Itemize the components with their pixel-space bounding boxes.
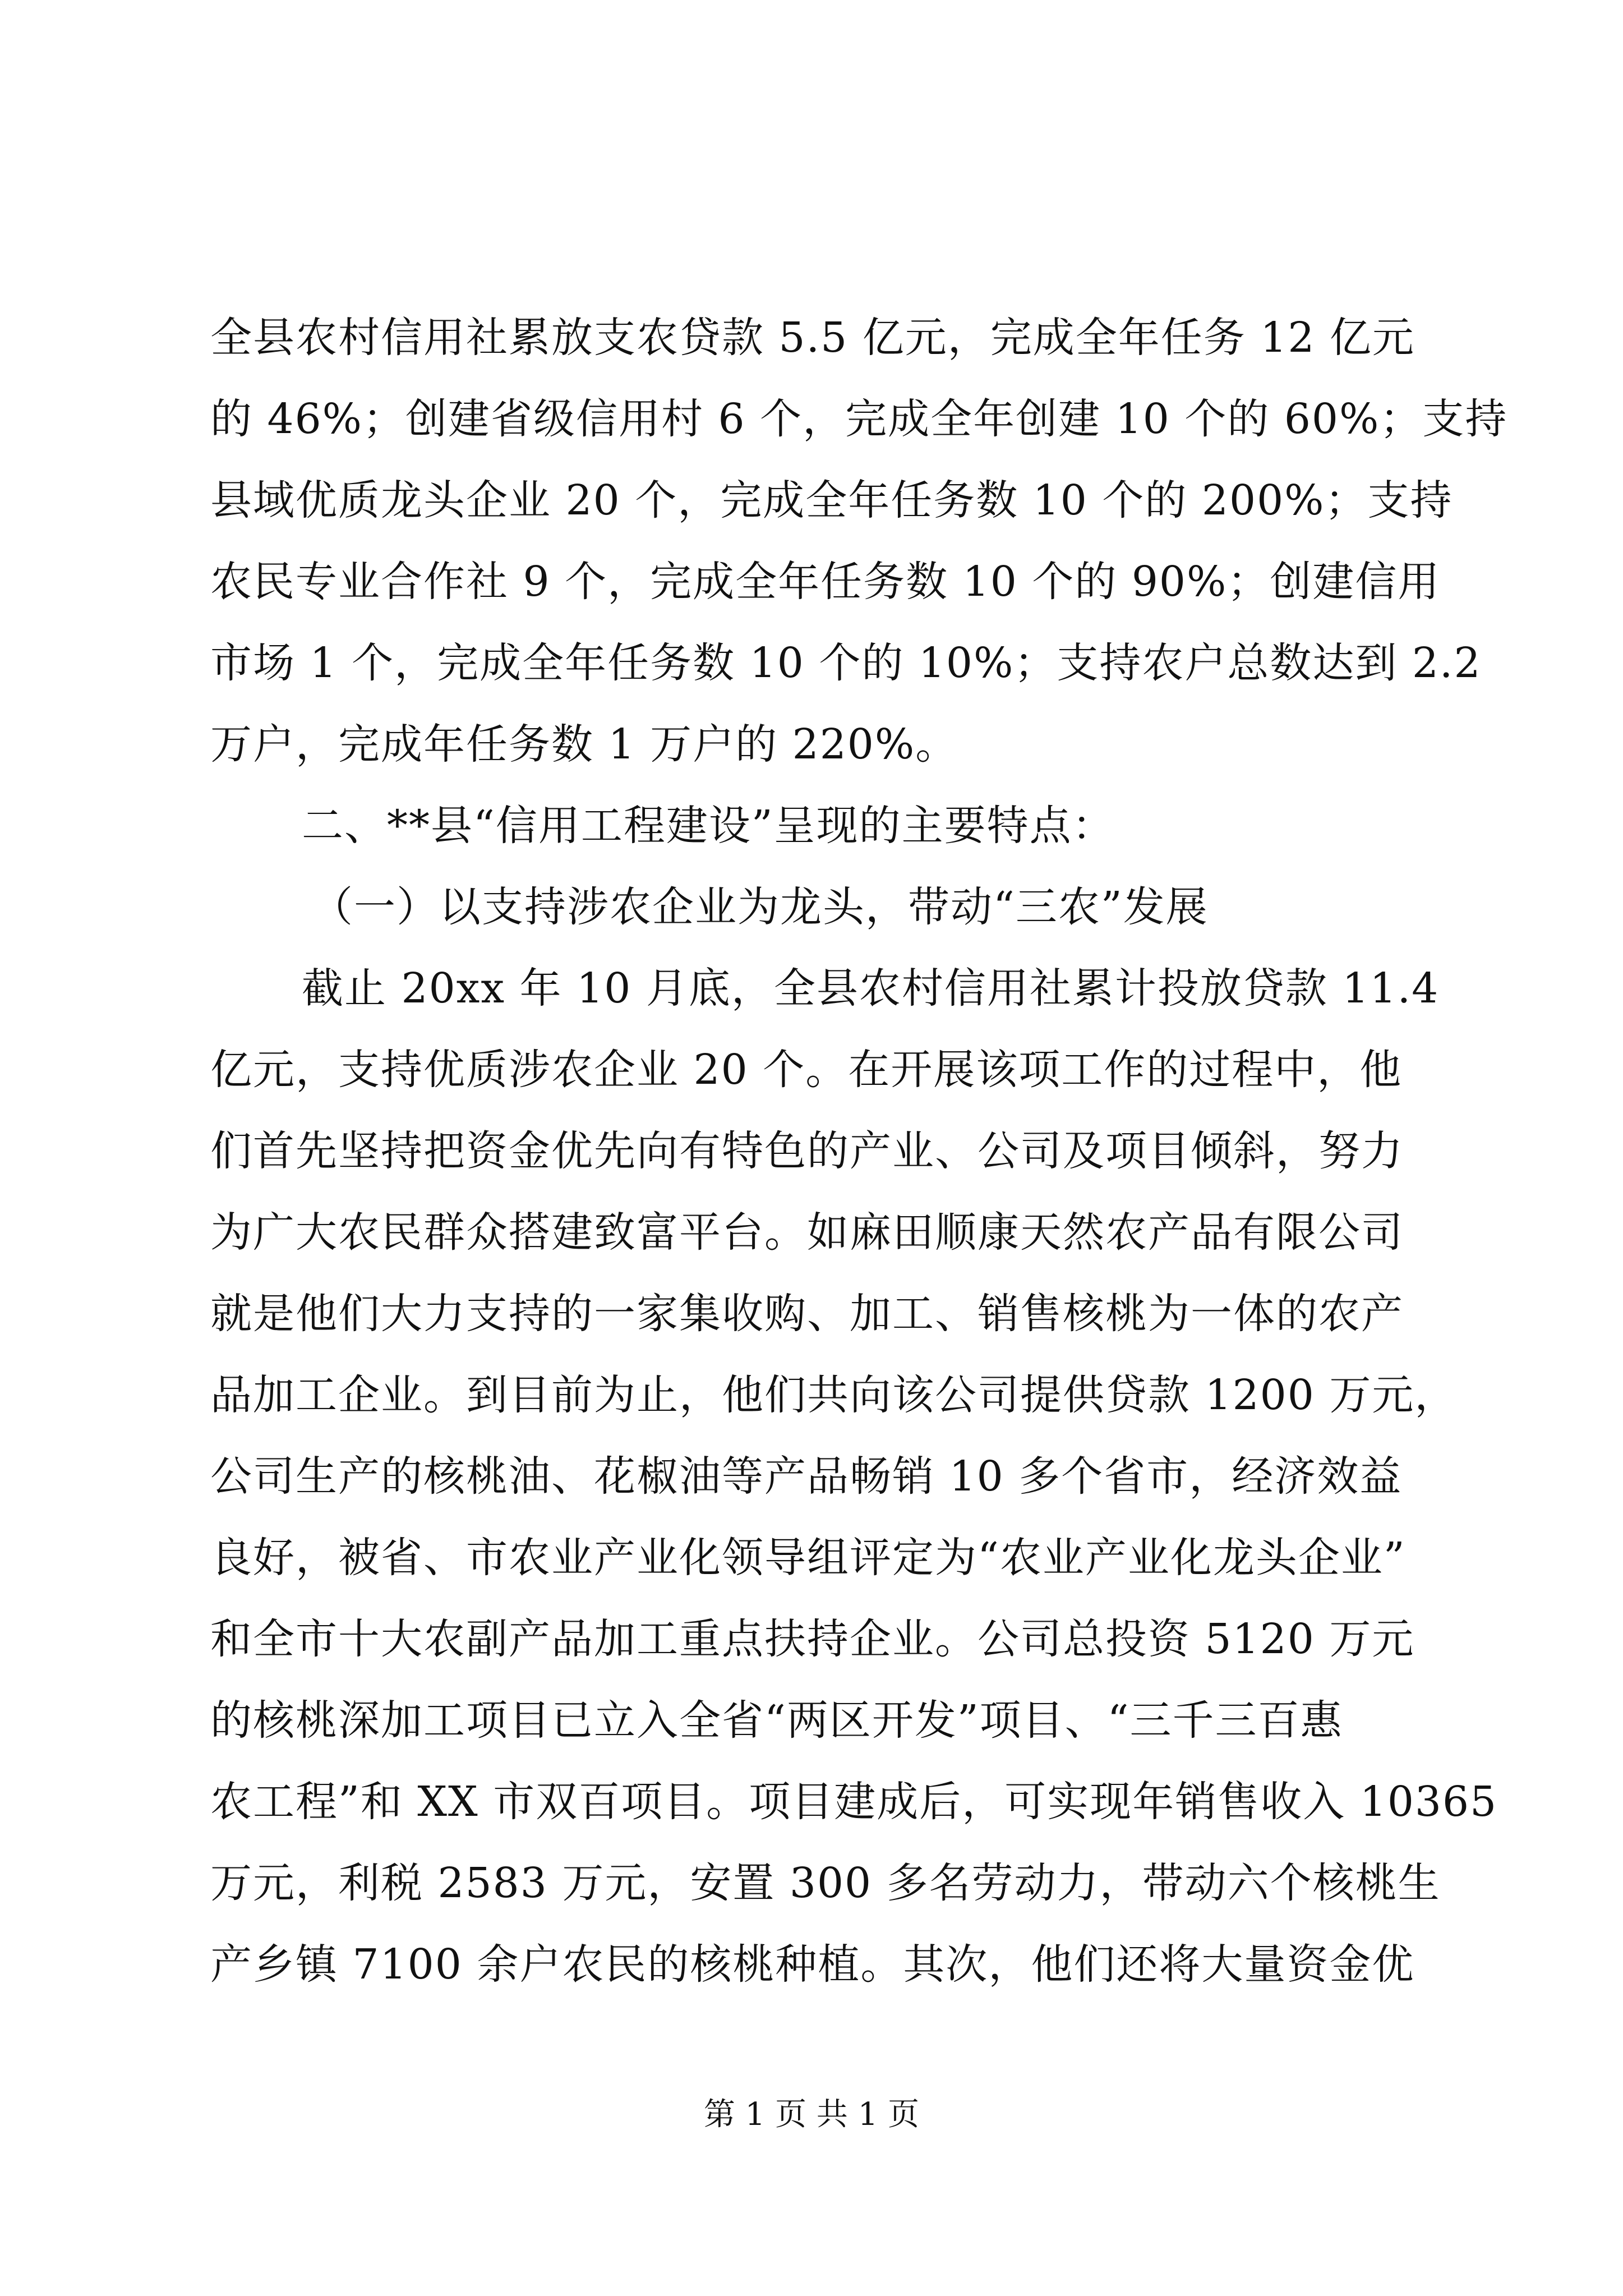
paragraph-line: 全县农村信用社累放支农贷款 5.5 亿元，完成全年任务 12 亿元 xyxy=(210,314,1415,362)
paragraph-line: 品加工企业。到目前为止，他们共向该公司提供贷款 1200 万元， xyxy=(210,1371,1458,1419)
paragraph-line: 农工程”和 XX 市双百项目。项目建成后，可实现年销售收入 10365 xyxy=(210,1778,1498,1826)
subsection-heading: （一）以支持涉农企业为龙头，带动“三农”发展 xyxy=(311,883,1209,931)
paragraph-line: 亿元，支持优质涉农企业 20 个。在开展该项工作的过程中，他 xyxy=(210,1046,1403,1094)
paragraph-line: 的 46%；创建省级信用村 6 个，完成全年创建 10 个的 60%；支持 xyxy=(210,395,1508,443)
page-footer: 第 1 页 共 1 页 xyxy=(703,2096,920,2133)
section-heading: 二、**县“信用工程建设”呈现的主要特点： xyxy=(302,802,1115,850)
paragraph-line: 截止 20xx 年 10 月底，全县农村信用社累计投放贷款 11.4 xyxy=(302,964,1440,1013)
paragraph-line: 万元，利税 2583 万元，安置 300 多名劳动力，带动六个核桃生 xyxy=(210,1859,1441,1907)
paragraph-line: 的核桃深加工项目已立入全省“两区开发”项目、“三千三百惠 xyxy=(210,1696,1343,1745)
paragraph-line: 和全市十大农副产品加工重点扶持企业。公司总投资 5120 万元 xyxy=(210,1615,1415,1663)
paragraph-line: 良好，被省、市农业产业化领导组评定为“农业产业化龙头企业” xyxy=(210,1534,1406,1582)
paragraph-line: 市场 1 个，完成全年任务数 10 个的 10%；支持农户总数达到 2.2 xyxy=(210,639,1482,687)
paragraph-line: 县域优质龙头企业 20 个，完成全年任务数 10 个的 200%；支持 xyxy=(210,476,1453,524)
paragraph-line: 就是他们大力支持的一家集收购、加工、销售核桃为一体的农产 xyxy=(210,1290,1404,1338)
paragraph-line: 农民专业合作社 9 个，完成全年任务数 10 个的 90%；创建信用 xyxy=(210,558,1441,606)
paragraph-line: 为广大农民群众搭建致富平台。如麻田顺康天然农产品有限公司 xyxy=(210,1208,1404,1257)
paragraph-line: 们首先坚持把资金优先向有特色的产业、公司及项目倾斜，努力 xyxy=(210,1127,1404,1175)
paragraph-line: 万户，完成年任务数 1 万户的 220%。 xyxy=(210,720,958,769)
paragraph-line: 产乡镇 7100 余户农民的核桃种植。其次，他们还将大量资金优 xyxy=(210,1940,1415,1989)
paragraph-line: 公司生产的核桃油、花椒油等产品畅销 10 多个省市，经济效益 xyxy=(210,1452,1403,1501)
